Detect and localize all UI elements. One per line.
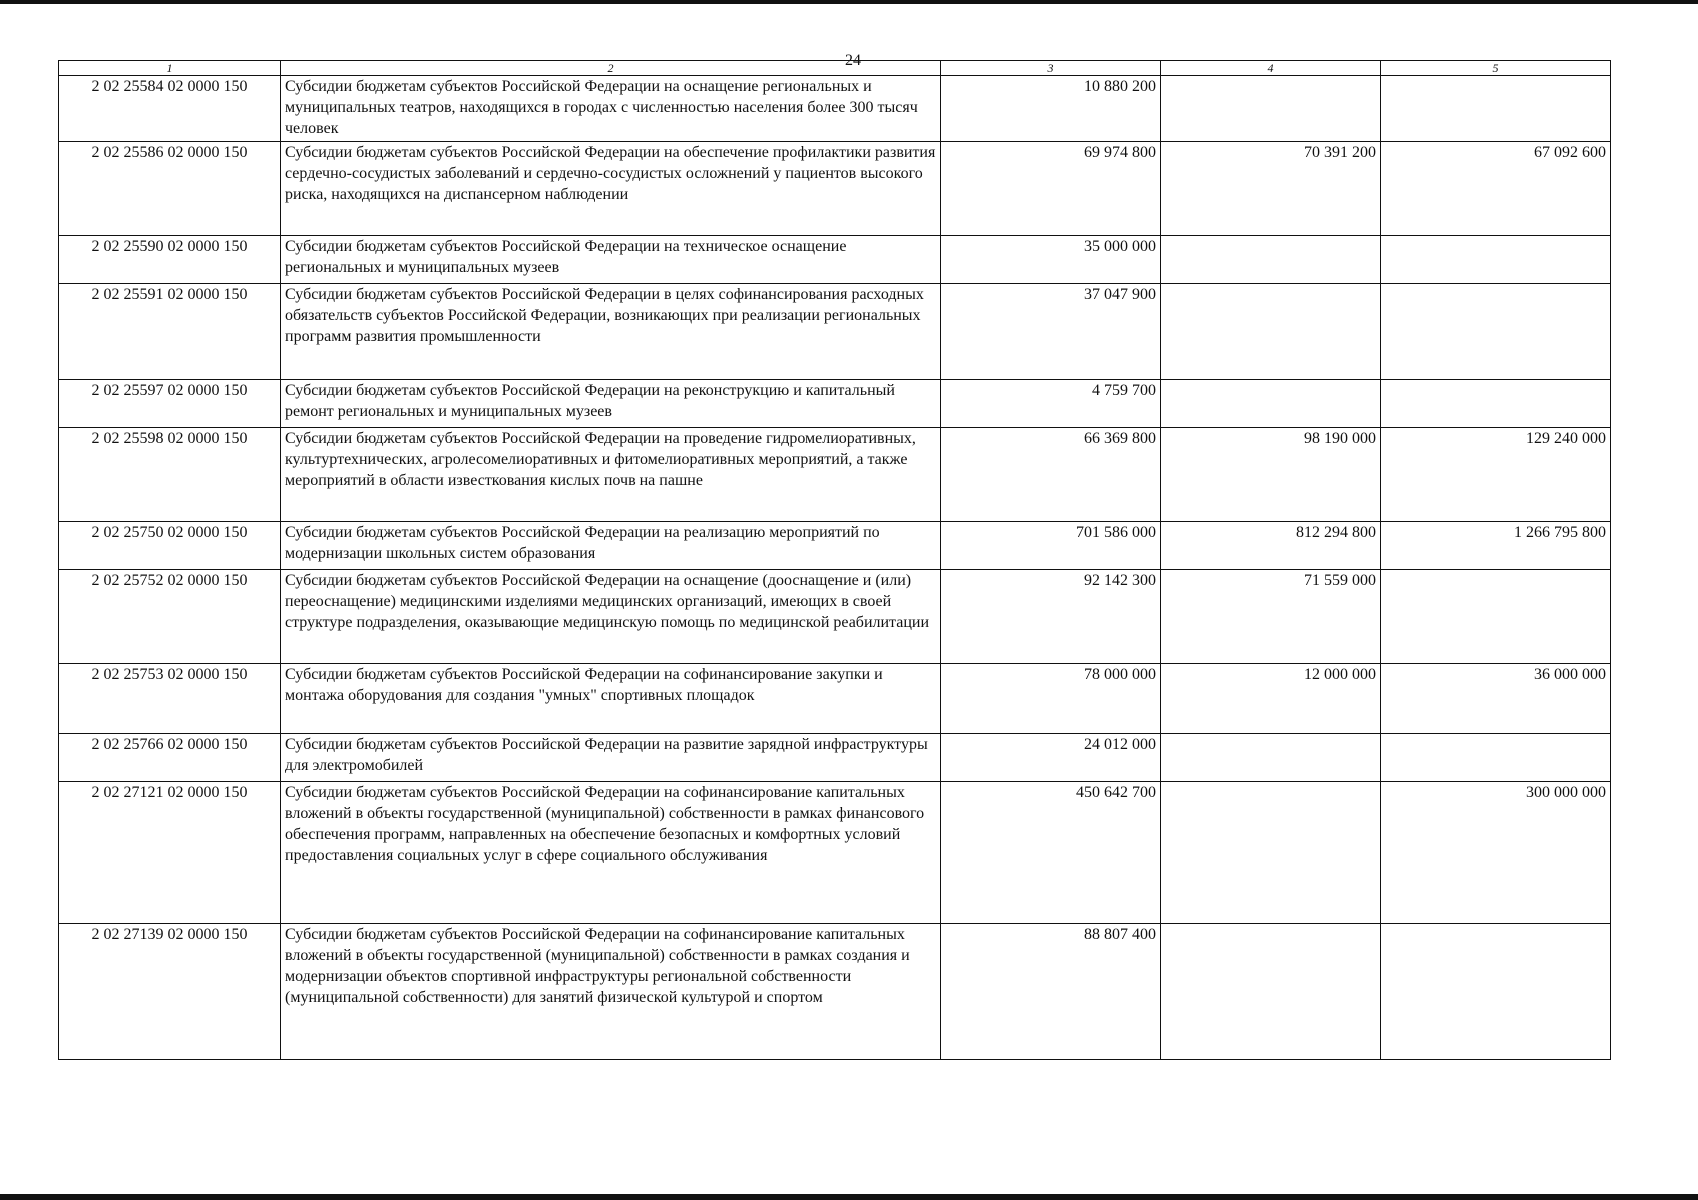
budget-code-cell: 2 02 25597 02 0000 150 [59, 380, 281, 428]
description-cell: Субсидии бюджетам субъектов Российской Федерации на реализацию мероприятий по модернизации школьных систем образования [281, 522, 941, 570]
description-cell: Субсидии бюджетам субъектов Российской Федерации на техническое оснащение региональных и муниципальных музеев [281, 236, 941, 284]
amount-col5-cell [1381, 236, 1611, 284]
table-row [59, 570, 1611, 664]
amount-col3-cell: 37 047 900 [941, 284, 1161, 380]
table-row [59, 664, 1611, 734]
amount-col3-cell: 35 000 000 [941, 236, 1161, 284]
budget-code-cell: 2 02 27121 02 0000 150 [59, 782, 281, 924]
table-row [59, 734, 1611, 782]
amount-col3-cell: 10 880 200 [941, 76, 1161, 142]
table-row [59, 284, 1611, 380]
amount-col5-cell: 36 000 000 [1381, 664, 1611, 734]
amount-col3-cell: 4 759 700 [941, 380, 1161, 428]
column-header: 3 [941, 61, 1161, 76]
amount-col5-cell: 300 000 000 [1381, 782, 1611, 924]
budget-code-cell: 2 02 25752 02 0000 150 [59, 570, 281, 664]
column-header: 1 [59, 61, 281, 76]
budget-code-cell: 2 02 25590 02 0000 150 [59, 236, 281, 284]
budget-code-cell: 2 02 25591 02 0000 150 [59, 284, 281, 380]
table-header-row [59, 61, 1611, 76]
budget-code-cell: 2 02 27139 02 0000 150 [59, 924, 281, 1060]
amount-col3-cell: 450 642 700 [941, 782, 1161, 924]
amount-col5-cell [1381, 924, 1611, 1060]
budget-code-cell: 2 02 25584 02 0000 150 [59, 76, 281, 142]
amount-col5-cell [1381, 570, 1611, 664]
description-cell: Субсидии бюджетам субъектов Российской Федерации на оснащение региональных и муниципальных театров, находящихся в городах с численностью населения более 300 тысяч человек [281, 76, 941, 142]
table-row [59, 782, 1611, 924]
amount-col4-cell [1161, 380, 1381, 428]
budget-code-cell: 2 02 25598 02 0000 150 [59, 428, 281, 522]
description-cell: Субсидии бюджетам субъектов Российской Федерации на оснащение (дооснащение и (или) переоснащение) медицинскими изделиями медицинских организаций, имеющих в своей структуре подразделения, оказывающие медицинскую помощь по медицинской реабилитации [281, 570, 941, 664]
column-header: 4 [1161, 61, 1381, 76]
amount-col3-cell: 88 807 400 [941, 924, 1161, 1060]
budget-code-cell: 2 02 25753 02 0000 150 [59, 664, 281, 734]
budget-code-cell: 2 02 25750 02 0000 150 [59, 522, 281, 570]
column-header: 2 [281, 61, 941, 76]
amount-col3-cell: 69 974 800 [941, 142, 1161, 236]
amount-col4-cell: 71 559 000 [1161, 570, 1381, 664]
table-row [59, 236, 1611, 284]
table-row [59, 924, 1611, 1060]
description-cell: Субсидии бюджетам субъектов Российской Федерации на софинансирование капитальных вложений в объекты государственной (муниципальной) собственности в рамках финансового обеспечения программ, направленных на обеспечение безопасных и комфортных условий предоставления социальных услуг в сфере социального обслуживания [281, 782, 941, 924]
table-row [59, 76, 1611, 142]
amount-col4-cell [1161, 236, 1381, 284]
amount-col5-cell: 67 092 600 [1381, 142, 1611, 236]
scan-border-bottom [0, 1194, 1698, 1200]
description-cell: Субсидии бюджетам субъектов Российской Федерации на проведение гидромелиоративных, культуртехнических, агролесомелиоративных и фитомелиоративных мероприятий, а также мероприятий в области известкования кислых почв на пашне [281, 428, 941, 522]
amount-col4-cell [1161, 782, 1381, 924]
table-row [59, 428, 1611, 522]
amount-col4-cell [1161, 734, 1381, 782]
table-row [59, 522, 1611, 570]
amount-col5-cell [1381, 76, 1611, 142]
amount-col3-cell: 92 142 300 [941, 570, 1161, 664]
budget-code-cell: 2 02 25586 02 0000 150 [59, 142, 281, 236]
amount-col4-cell [1161, 284, 1381, 380]
amount-col5-cell: 1 266 795 800 [1381, 522, 1611, 570]
amount-col5-cell [1381, 734, 1611, 782]
scan-border-top [0, 0, 1698, 4]
table-row [59, 380, 1611, 428]
amount-col3-cell: 66 369 800 [941, 428, 1161, 522]
amount-col4-cell: 12 000 000 [1161, 664, 1381, 734]
amount-col4-cell: 70 391 200 [1161, 142, 1381, 236]
amount-col3-cell: 24 012 000 [941, 734, 1161, 782]
amount-col5-cell: 129 240 000 [1381, 428, 1611, 522]
description-cell: Субсидии бюджетам субъектов Российской Федерации на софинансирование закупки и монтажа оборудования для создания "умных" спортивных площадок [281, 664, 941, 734]
description-cell: Субсидии бюджетам субъектов Российской Федерации на софинансирование капитальных вложений в объекты государственной (муниципальной) собственности в рамках создания и модернизации объектов спортивной инфраструктуры региональной собственности (муниципальной собственности) для занятий физической культурой и спортом [281, 924, 941, 1060]
description-cell: Субсидии бюджетам субъектов Российской Федерации на развитие зарядной инфраструктуры для электромобилей [281, 734, 941, 782]
amount-col4-cell [1161, 924, 1381, 1060]
description-cell: Субсидии бюджетам субъектов Российской Федерации в целях софинансирования расходных обязательств субъектов Российской Федерации, возникающих при реализации региональных программ развития промышленности [281, 284, 941, 380]
page-number: 24 [845, 52, 861, 69]
amount-col5-cell [1381, 284, 1611, 380]
amount-col4-cell: 812 294 800 [1161, 522, 1381, 570]
column-header: 5 [1381, 61, 1611, 76]
description-cell: Субсидии бюджетам субъектов Российской Федерации на реконструкцию и капитальный ремонт региональных и муниципальных музеев [281, 380, 941, 428]
subsidy-table [58, 60, 1611, 1060]
amount-col4-cell [1161, 76, 1381, 142]
amount-col3-cell: 701 586 000 [941, 522, 1161, 570]
amount-col3-cell: 78 000 000 [941, 664, 1161, 734]
budget-code-cell: 2 02 25766 02 0000 150 [59, 734, 281, 782]
table-row [59, 142, 1611, 236]
amount-col4-cell: 98 190 000 [1161, 428, 1381, 522]
description-cell: Субсидии бюджетам субъектов Российской Федерации на обеспечение профилактики развития сердечно-сосудистых заболеваний и сердечно-сосудистых осложнений у пациентов высокого риска, находящихся на диспансерном наблюдении [281, 142, 941, 236]
amount-col5-cell [1381, 380, 1611, 428]
